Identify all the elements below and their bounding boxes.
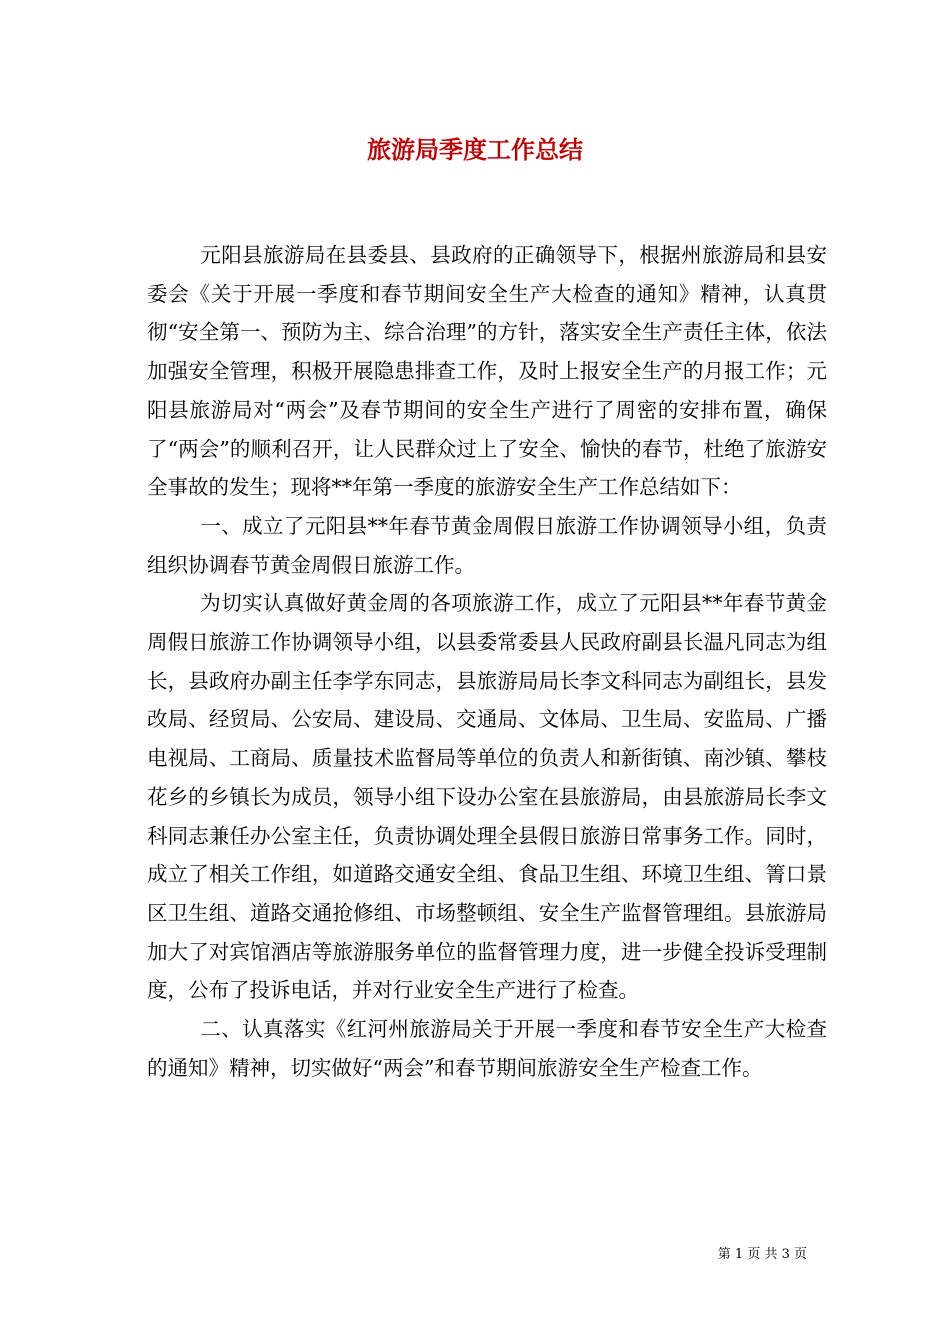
paragraph-section-1-body: 为切实认真做好黄金周的各项旅游工作，成立了元阳县**年春节黄金周假日旅游工作协调领导小组，以县委常委县人民政府副县长温凡同志为组长，县政府办副主任李学东同志，县旅游局局长李文科同志为副组长，县发改局、经贸局、公安局、建设局、交通局、文体局、卫生局、安监局、广播电视局、工商局、质量技术监督局等单位的负责人和新街镇、南沙镇、攀枝花乡的乡镇长为成员，领导小组下设办公室在县旅游局，由县旅游局长李文科同志兼任办公室主任，负责协调处理全县假日旅游日常事务工作。同时，成立了相关工作组，如道路交通安全组、食品卫生组、环境卫生组、箐口景区卫生组、道路交通抢修组、市场整顿组、安全生产监督管理组。县旅游局加大了对宾馆酒店等旅游服务单位的监督管理力度，进一步健全投诉受理制度，公布了投诉电话，并对行业安全生产进行了检查。 (147, 591, 827, 1003)
paragraph-section-1-heading: 一、成立了元阳县**年春节黄金周假日旅游工作协调领导小组，负责组织协调春节黄金周假日旅游工作。 (147, 513, 827, 577)
paragraph-intro: 元阳县旅游局在县委县、县政府的正确领导下，根据州旅游局和县安委会《关于开展一季度和春节期间安全生产大检查的通知》精神，认真贯彻“安全第一、预防为主、综合治理”的方针，落实安全生产责任主体，依法加强安全管理，积极开展隐患排查工作，及时上报安全生产的月报工作；元阳县旅游局对“两会”及春节期间的安全生产进行了周密的安排布置，确保了“两会”的顺利召开，让人民群众过上了安全、愉快的春节，杜绝了旅游安全事故的发生；现将**年第一季度的旅游安全生产工作总结如下： (147, 243, 827, 500)
document-body (147, 236, 827, 1087)
paragraph-section-2-heading: 二、认真落实《红河州旅游局关于开展一季度和春节安全生产大检查的通知》精神，切实做好“两会”和春节期间旅游安全生产检查工作。 (147, 1017, 827, 1080)
page-title: 旅游局季度工作总结 (367, 135, 583, 164)
page-number: 第 1 页 共 3 页 (717, 1247, 807, 1262)
